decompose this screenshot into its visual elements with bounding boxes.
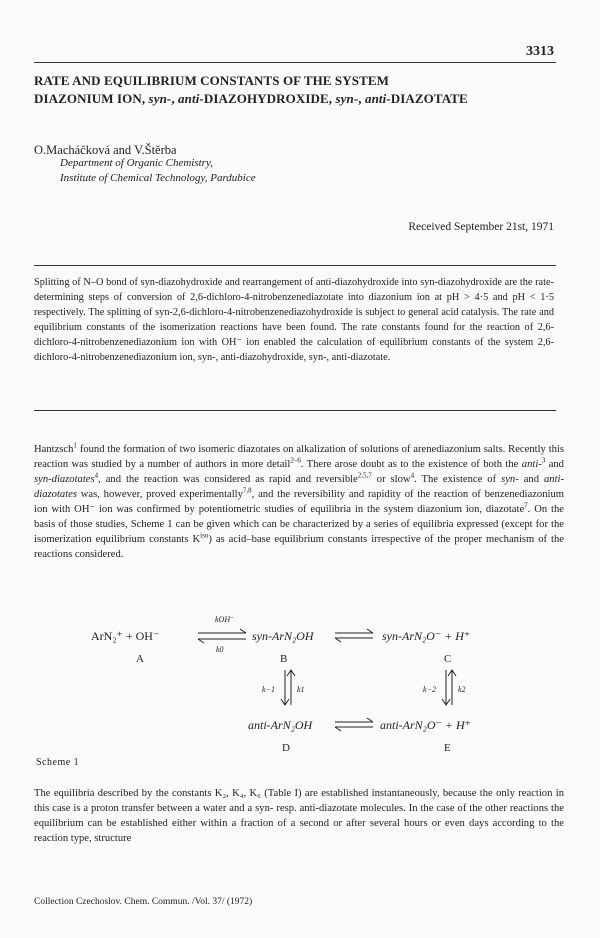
title-part: ,: [358, 91, 365, 106]
ref: 3: [541, 456, 546, 465]
page-number: 3313: [526, 44, 554, 59]
abstract: Splitting of N–O bond of syn-diazohydroxide and rearrangement of anti-diazohydroxide into syn-diazohydroxide are the rate-determining steps of conversion of 2,6-dichloro-4-nitrobenzenediazotate into diazonium ion at pH > 4·5 and pH < 1·5 respectively. The splitting of syn-2,6-dichloro-4-nitrobenzenediazohydroxide is subject to general acid catalysis. The rate and equilibrium constants of the isomerization reactions have been found. The rate constants found for the reaction of 2,6-dichloro-4-nitrobenzenediazonium ion with OH⁻ ion enabled the calculation of equilibrium constants of the system 2,6-dichloro-4-nitrobenzenediazonium ion, syn-, anti-diazohydroxide, syn-, anti-diazotate.: [34, 277, 554, 363]
ref: 7,8: [242, 486, 252, 495]
species-C: syn-ArN₂O⁻ + H⁺: [382, 629, 471, 643]
rate-k-minus1: k−1: [262, 685, 275, 694]
title-part: DIAZONIUM ION,: [34, 91, 149, 106]
affiliation-line: Institute of Chemical Technology, Pardubice: [60, 172, 256, 184]
header-rule: [34, 62, 556, 63]
species-A: ArN₂⁺ + OH⁻: [91, 629, 160, 643]
intro-paragraph: [34, 442, 564, 562]
text-span: , and the reversibility and rapidity of the reaction of benzenediazonium ion with OH⁻ ion was confirmed by potentiometric studies of equilibria in the system diazonium ion, diazotate: [34, 489, 564, 515]
title-part: ,: [171, 91, 179, 106]
text-span: anti-: [521, 459, 542, 470]
text-span: . There arose doubt as to the existence of both the: [300, 459, 519, 470]
text-span: , and the reaction was considered as rapid and reversible: [98, 474, 358, 485]
text-span: ) as acid–base equilibrium constants irrespective of the proper mechanism of the reactions considered.: [34, 534, 564, 560]
title-part: anti-: [364, 91, 391, 106]
text-span: and: [548, 459, 564, 470]
ref: 1: [73, 441, 77, 450]
arrow-head: [367, 629, 373, 633]
text-span: or slow: [376, 474, 411, 485]
letter-C: C: [444, 653, 452, 665]
received-date: Received September 21st, 1971: [408, 221, 554, 233]
title-line-1: RATE AND EQUILIBRIUM CONSTANTS OF THE SYSTEM: [34, 73, 389, 88]
text-span: was, however, proved experimentally: [80, 489, 243, 500]
abstract-bottom-rule: [34, 410, 556, 411]
arrow-head: [198, 639, 204, 643]
arrow-head: [240, 629, 246, 633]
letter-D: D: [282, 742, 290, 754]
affiliation: [60, 156, 256, 186]
affiliation-line: Department of Organic Chemistry,: [60, 157, 213, 169]
species-E: anti-ArN₂O⁻ + H⁺: [380, 718, 471, 732]
title-part: DIAZOTATE: [390, 91, 468, 106]
ref: 4: [94, 471, 99, 480]
text-span: . The existence of: [414, 474, 497, 485]
text-span: found the formation of two isomeric diazotates on alkalization of solutions of arenediazonium salts. Recently this reaction was studied by a number of authors in more detail: [34, 444, 565, 470]
species-B: syn-ArN₂OH: [252, 629, 314, 643]
ref: 2–6: [290, 456, 301, 465]
title-part: DIAZOHYDROXIDE,: [203, 91, 336, 106]
ref: iso: [200, 531, 209, 540]
rate-k1: k1: [297, 685, 305, 694]
species-D: anti-ArN₂OH: [248, 718, 313, 732]
ref: 7: [524, 501, 528, 510]
text-span: syn-: [501, 474, 519, 485]
journal-footer: Collection Czechoslov. Chem. Commun. /Vol. 37/ (1972): [34, 897, 253, 907]
letter-E: E: [444, 742, 451, 754]
arrow-head: [335, 727, 341, 731]
title-part: anti-: [178, 91, 204, 106]
text-span: . On the basis of those studies, Scheme 1 can be given which can be characterized by a series of equilibria expressed (except for the isomerization equilibrium constants K: [34, 504, 564, 545]
arrow-head: [367, 718, 373, 722]
ref: 2,5,7: [357, 471, 372, 480]
text-span: Hantzsch: [34, 444, 74, 455]
title-part: syn-: [335, 91, 359, 106]
rate-k2: k2: [458, 685, 466, 694]
ref: 4: [410, 471, 415, 480]
text-span: anti-diazotates: [34, 474, 564, 500]
reaction-scheme: [0, 610, 600, 760]
rate-k0: k0: [216, 645, 224, 654]
text-span: syn-diazotates: [34, 474, 95, 485]
title-part: syn-: [148, 91, 172, 106]
authors: O.Macháčková and V.Štěrba: [34, 143, 177, 157]
rate-k-oh: kOH⁻: [215, 615, 235, 624]
letter-A: A: [136, 653, 144, 665]
arrow-head: [335, 638, 341, 642]
letter-B: B: [280, 653, 288, 665]
text-span: and: [523, 474, 540, 485]
paragraph-equilibria: The equilibria described by the constants K₂, K₄, K₆ (Table I) are established instantaneously, because the only reaction in this case is a proton transfer between a water and a syn- resp. anti-diazotate molecules. In the case of the other reactions the equilibrium can be established either within a fraction of a second or after several hours or even days according to the reaction type, structure: [34, 788, 564, 844]
rate-k-minus2: k−2: [423, 685, 436, 694]
scheme-caption: Scheme 1: [36, 757, 80, 768]
abstract-top-rule: [34, 265, 556, 266]
paper-title: [34, 72, 564, 108]
